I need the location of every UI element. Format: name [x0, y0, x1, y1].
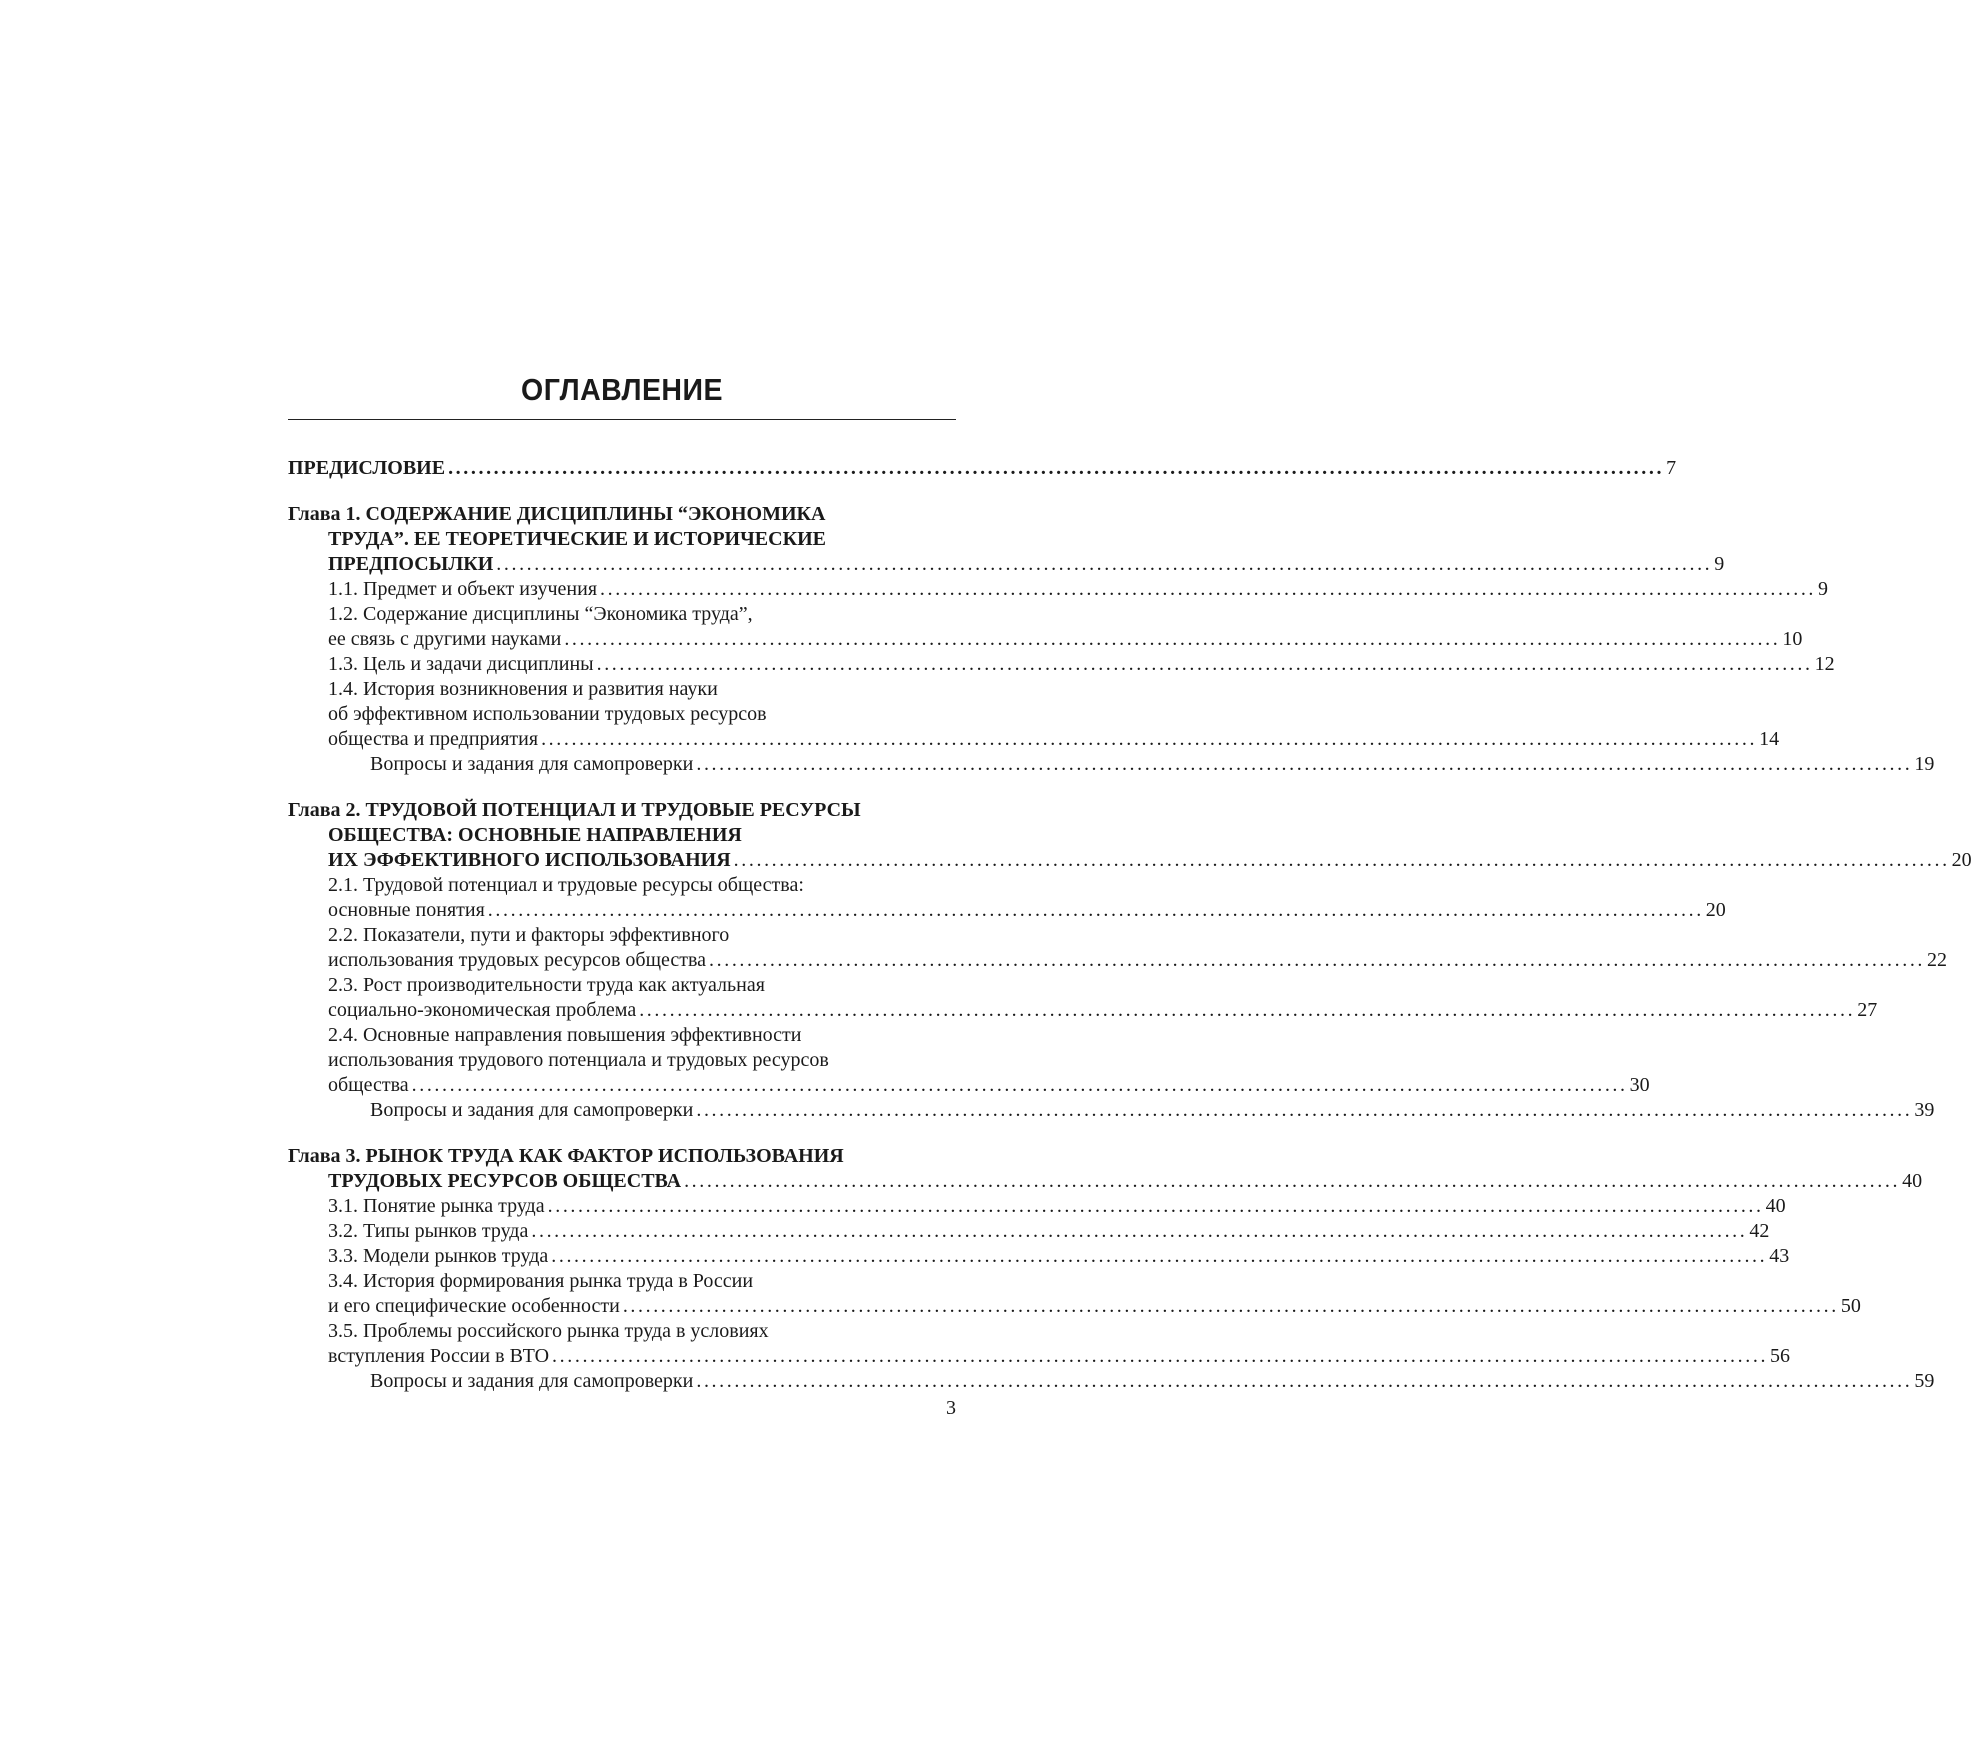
dot-leader: ................................................................................................................................................................ — [531, 1220, 1748, 1242]
dot-leader: ................................................................................................................................................................ — [552, 1345, 1769, 1367]
toc-entry-page: 40 — [1902, 1170, 1923, 1192]
toc-section-3-1[interactable] — [328, 1194, 1786, 1219]
toc-entry-title: ТРУДОВЫХ РЕСУРСОВ ОБЩЕСТВА — [328, 1170, 682, 1192]
toc-entry-page: 9 — [1714, 553, 1725, 575]
toc-entry-page: 12 — [1814, 653, 1835, 675]
toc-entry-title: 1.3. Цель и задачи дисциплины — [328, 653, 594, 675]
toc-chapter-3-line-2[interactable] — [328, 1169, 1923, 1194]
toc-entry-title: ПРЕДПОСЫЛКИ — [328, 553, 494, 575]
toc-entry-page: 19 — [1914, 753, 1935, 775]
toc-entry-page: 42 — [1749, 1220, 1770, 1242]
toc-section-1-4-line-3[interactable] — [328, 727, 1780, 752]
toc-entry-title: Вопросы и задания для самопроверки — [370, 1099, 694, 1121]
toc-entry-title: социально-экономическая проблема — [328, 999, 637, 1021]
toc-chapter-2-line-1[interactable]: Глава 2. ТРУДОВОЙ ПОТЕНЦИАЛ И ТРУДОВЫЕ РЕСУРСЫ — [288, 799, 861, 821]
toc-entry-title: использования трудовых ресурсов общества — [328, 949, 707, 971]
toc-section-2-4-line-3[interactable] — [328, 1073, 1650, 1098]
toc-section-2-3-line-2[interactable] — [328, 998, 1878, 1023]
toc-entry-title: Вопросы и задания для самопроверки — [370, 753, 694, 775]
toc-entry-title: общества и предприятия — [328, 728, 539, 750]
toc-section-1-3[interactable] — [328, 652, 1835, 677]
title-rule — [288, 419, 956, 420]
toc-entry-page: 43 — [1769, 1245, 1790, 1267]
toc-entry-title: Вопросы и задания для самопроверки — [370, 1370, 694, 1392]
toc-section-1-4-line-1[interactable]: 1.4. История возникновения и развития науки — [328, 678, 718, 700]
dot-leader: ................................................................................................................................................................ — [684, 1170, 1901, 1192]
toc-section-1-2-line-1[interactable]: 1.2. Содержание дисциплины “Экономика труда”, — [328, 603, 753, 625]
toc-entry-page: 39 — [1914, 1099, 1935, 1121]
dot-leader: ................................................................................................................................................................ — [596, 653, 1813, 675]
toc-section-2-3-line-1[interactable]: 2.3. Рост производительности труда как актуальная — [328, 974, 765, 996]
dot-leader: ................................................................................................................................................................ — [709, 949, 1926, 971]
dot-leader: ................................................................................................................................................................ — [547, 1195, 1764, 1217]
toc-entry-page: 14 — [1759, 728, 1780, 750]
toc-entry-title: ИХ ЭФФЕКТИВНОГО ИСПОЛЬЗОВАНИЯ — [328, 849, 731, 871]
dot-leader: ................................................................................................................................................................ — [564, 628, 1781, 650]
dot-leader: ................................................................................................................................................................ — [448, 457, 1665, 479]
toc-entry-page: 7 — [1666, 457, 1677, 479]
toc-entry-page: 20 — [1705, 899, 1726, 921]
dot-leader: ................................................................................................................................................................ — [487, 899, 1704, 921]
toc-section-3-5-line-1[interactable]: 3.5. Проблемы российского рынка труда в условиях — [328, 1320, 769, 1342]
toc-questions-3[interactable] — [370, 1369, 1935, 1394]
toc-section-2-2-line-1[interactable]: 2.2. Показатели, пути и факторы эффективного — [328, 924, 730, 946]
toc-entry-title: вступления России в ВТО — [328, 1345, 550, 1367]
toc-section-1-2-line-2[interactable] — [328, 627, 1803, 652]
toc-entry-page: 50 — [1840, 1295, 1861, 1317]
dot-leader: ................................................................................................................................................................ — [600, 578, 1817, 600]
dot-leader: ................................................................................................................................................................ — [551, 1245, 1768, 1267]
toc-section-2-4-line-1[interactable]: 2.4. Основные направления повышения эффективности — [328, 1024, 802, 1046]
dot-leader: ................................................................................................................................................................ — [496, 553, 1713, 575]
toc-entry-page: 20 — [1951, 849, 1972, 871]
toc-entry-title: 3.2. Типы рынков труда — [328, 1220, 529, 1242]
dot-leader: ................................................................................................................................................................ — [696, 753, 1913, 775]
toc-chapter-1-line-3[interactable] — [328, 552, 1725, 577]
dot-leader: ................................................................................................................................................................ — [696, 1099, 1913, 1121]
toc-entry-page: 30 — [1629, 1074, 1650, 1096]
toc-chapter-1-line-1[interactable]: Глава 1. СОДЕРЖАНИЕ ДИСЦИПЛИНЫ “ЭКОНОМИКА — [288, 503, 826, 525]
toc-section-2-2-line-2[interactable] — [328, 948, 1948, 973]
toc-section-3-4-line-2[interactable] — [328, 1294, 1861, 1319]
toc-entry-title: общества — [328, 1074, 409, 1096]
toc-section-3-2[interactable] — [328, 1219, 1770, 1244]
dot-leader: ................................................................................................................................................................ — [696, 1370, 1913, 1392]
toc-section-1-1[interactable] — [328, 577, 1829, 602]
dot-leader: ................................................................................................................................................................ — [639, 999, 1856, 1021]
dot-leader: ................................................................................................................................................................ — [411, 1074, 1628, 1096]
toc-entry-page: 27 — [1857, 999, 1878, 1021]
page-title: ОГЛАВЛЕНИЕ — [521, 372, 723, 407]
toc-entry-page: 56 — [1770, 1345, 1791, 1367]
table-of-contents — [288, 456, 1972, 1394]
toc-chapter-2-line-2[interactable]: ОБЩЕСТВА: ОСНОВНЫЕ НАПРАВЛЕНИЯ — [328, 824, 742, 846]
toc-section-3-3[interactable] — [328, 1244, 1790, 1269]
toc-entry-preface[interactable] — [288, 456, 1677, 481]
toc-section-2-4-line-2[interactable]: использования трудового потенциала и трудовых ресурсов — [328, 1049, 829, 1071]
toc-section-2-1-line-1[interactable]: 2.1. Трудовой потенциал и трудовые ресурсы общества: — [328, 874, 804, 896]
dot-leader: ................................................................................................................................................................ — [733, 849, 1950, 871]
toc-entry-title: 3.1. Понятие рынка труда — [328, 1195, 545, 1217]
toc-entry-title: ПРЕДИСЛОВИЕ — [288, 457, 446, 479]
toc-entry-page: 59 — [1914, 1370, 1935, 1392]
dot-leader: ................................................................................................................................................................ — [541, 728, 1758, 750]
toc-entry-title: 1.1. Предмет и объект изучения — [328, 578, 598, 600]
toc-chapter-3-line-1[interactable]: Глава 3. РЫНОК ТРУДА КАК ФАКТОР ИСПОЛЬЗОВАНИЯ — [288, 1145, 844, 1167]
toc-entry-page: 10 — [1782, 628, 1803, 650]
toc-entry-page: 22 — [1927, 949, 1948, 971]
toc-questions-1[interactable] — [370, 752, 1935, 777]
toc-questions-2[interactable] — [370, 1098, 1935, 1123]
toc-chapter-1-line-2[interactable]: ТРУДА”. ЕЕ ТЕОРЕТИЧЕСКИЕ И ИСТОРИЧЕСКИЕ — [328, 528, 826, 550]
toc-entry-page: 9 — [1818, 578, 1829, 600]
toc-entry-title: ее связь с другими науками — [328, 628, 562, 650]
toc-section-2-1-line-2[interactable] — [328, 898, 1726, 923]
dot-leader: ................................................................................................................................................................ — [622, 1295, 1839, 1317]
toc-entry-title: основные понятия — [328, 899, 485, 921]
toc-entry-title: и его специфические особенности — [328, 1295, 620, 1317]
toc-entry-title: 3.3. Модели рынков труда — [328, 1245, 549, 1267]
toc-section-3-4-line-1[interactable]: 3.4. История формирования рынка труда в России — [328, 1270, 754, 1292]
toc-chapter-2-line-3[interactable] — [328, 848, 1972, 873]
toc-entry-page: 40 — [1765, 1195, 1786, 1217]
page-number: 3 — [946, 1397, 956, 1419]
toc-section-3-5-line-2[interactable] — [328, 1344, 1791, 1369]
toc-section-1-4-line-2[interactable]: об эффективном использовании трудовых ресурсов — [328, 703, 767, 725]
